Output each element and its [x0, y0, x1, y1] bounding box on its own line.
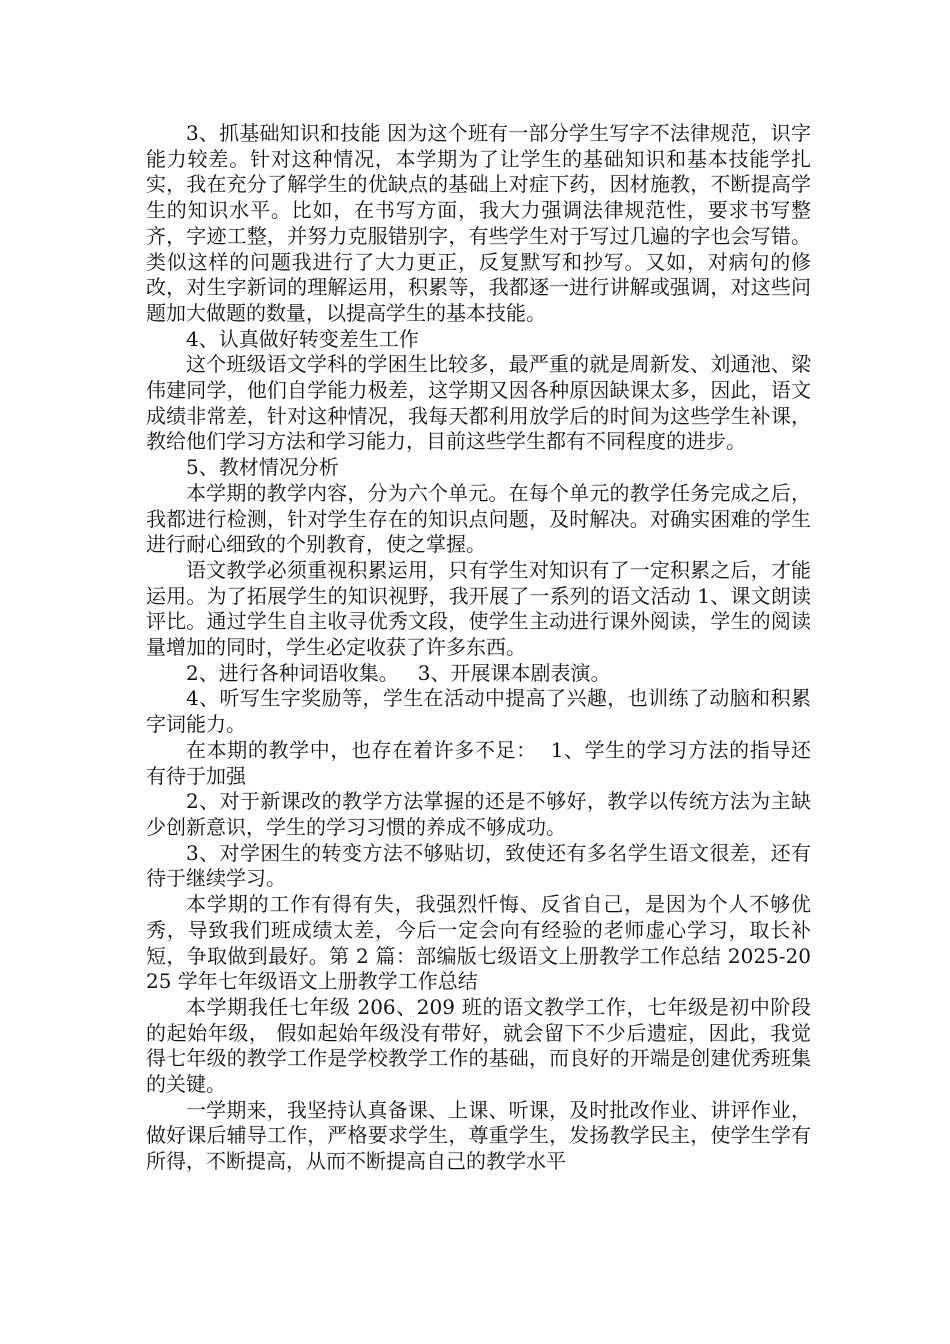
- paragraph-shortcomings-1: 在本期的教学中，也存在着许多不足： 1、学生的学习方法的指导还有待于加强: [146, 737, 811, 788]
- paragraph-textbook-analysis: 本学期的教学内容，分为六个单元。在每个单元的教学任务完成之后，我都进行检测，针对学生存在的知识点问题，及时解决。对确实困难的学生进行耐心细致的个别教育，使之掌握。: [146, 480, 811, 557]
- paragraph-activities-4: 4、听写生字奖励等，学生在活动中提高了兴趣，也训练了动脑和积累字词能力。: [146, 686, 811, 737]
- paragraph-basic-skills: 3、抓基础知识和技能 因为这个班有一部分学生写字不法律规范，识字能力较差。针对这种情况，本学期为了让学生的基础知识和基本技能学扎实，我在充分了解学生的优缺点的基础上对症下药，因材施教，不断提高学生的知识水平。比如，在书写方面，我大力强调法律规范性，要求书写整齐，字迹工整，并努力克服错别字，有些学生对于写过几遍的字也会写错。类似这样的问题我进行了大力更正，反复默写和抄写。又如，对病句的修改，对生字新词的理解运用，积累等，我都逐一进行讲解或强调，对这些问题加大做题的数量，以提高学生的基本技能。: [146, 121, 811, 325]
- heading-textbook-analysis: 5、教材情况分析: [186, 455, 339, 480]
- paragraph-accumulation: 语文教学必须重视积累运用，只有学生对知识有了一定积累之后，才能运用。为了拓展学生的知识视野，我开展了一系列的语文活动 1、课文朗读评比。通过学生自主收寻优秀文段，使学生主动进行课外阅读，学生的阅读量增加的同时，学生必定收获了许多东西。: [146, 557, 811, 660]
- paragraph-shortcomings-3: 3、对学困生的转变方法不够贴切，致使还有多名学生语文很差，还有待于继续学习。: [146, 840, 811, 891]
- paragraph-shortcomings-2: 2、对于新课改的教学方法掌握的还是不够好，教学以传统方法为主缺少创新意识，学生的学习习惯的养成不够成功。: [146, 789, 811, 839]
- paragraph-weak-students: 这个班级语文学科的学困生比较多，最严重的就是周新发、刘通池、梁伟建同学，他们自学能力极差，这学期又因各种原因缺课太多，因此，语文成绩非常差，针对这种情况，我每天都利用放学后的时间为这些学生补课，教给他们学习方法和学习能力，目前这些学生都有不同程度的进步。: [146, 352, 811, 454]
- paragraph-summary: 本学期的工作有得有失，我强烈忏悔、反省自己，是因为个人不够优秀，导致我们班成绩太差，今后一定会向有经验的老师虚心学习，取长补短，争取做到最好。第 2 篇：部编版七级语文上册教学工作总结 2025-2025 学年七年级语文上册教学工作总结: [146, 892, 811, 994]
- document-body: [146, 121, 811, 1175]
- paragraph-grade-seven: 本学期我任七年级 206、209 班的语文教学工作，七年级是初中阶段的起始年级， 假如起始年级没有带好，就会留下不少后遗症，因此，我觉得七年级的教学工作是学校教学工作的基础，而良好的开端是创建优秀班集的关键。: [146, 994, 811, 1097]
- heading-weak-students: 4、认真做好转变差生工作: [186, 326, 419, 351]
- paragraph-activities-2-3: 2、进行各种词语收集。 3、开展课本剧表演。: [186, 660, 611, 685]
- paragraph-semester-work: 一学期来，我坚持认真备课、上课、听课，及时批改作业、讲评作业，做好课后辅导工作，严格要求学生，尊重学生，发扬教学民主，使学生学有所得，不断提高，从而不断提高自己的教学水平: [146, 1097, 811, 1174]
